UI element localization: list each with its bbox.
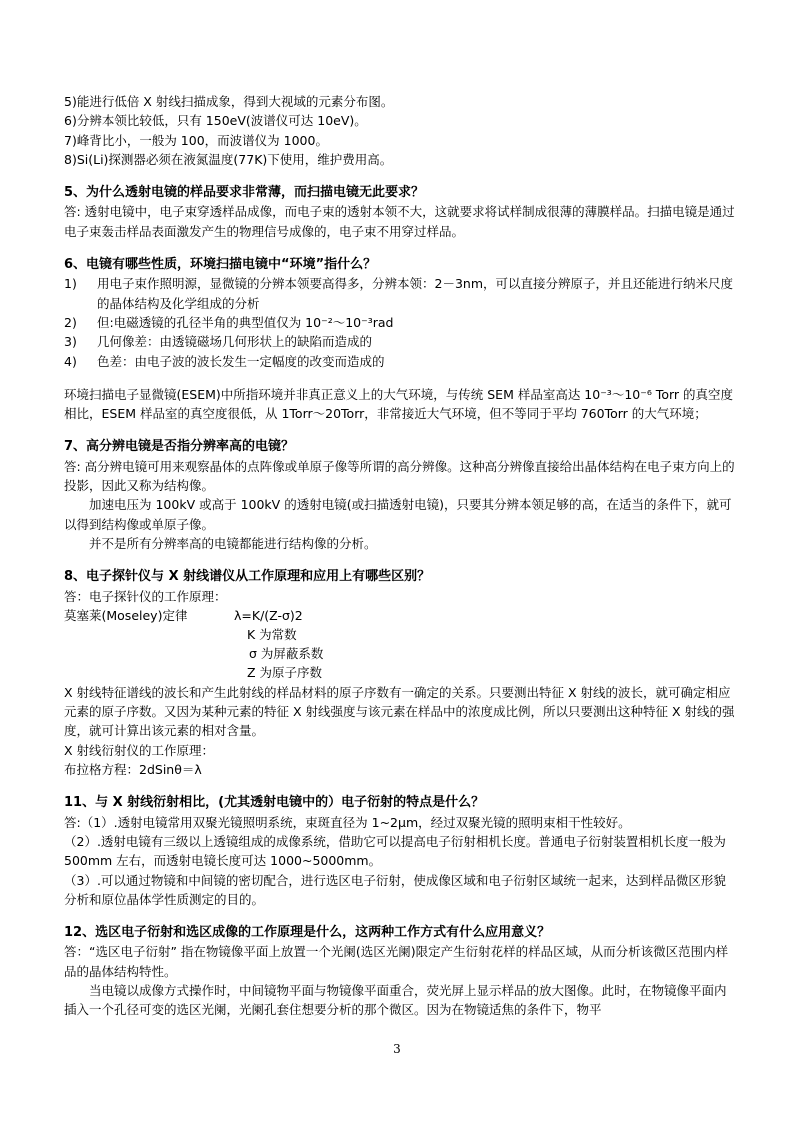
list-number: 4) xyxy=(64,353,77,369)
list-item xyxy=(64,332,738,351)
question-12-answer-2: 当电镜以成像方式操作时，中间镜物平面与物镜像平面重合，荧光屏上显示样品的放大图像。此时，在物镜像平面内插入一个孔径可变的选区光阑，光阑孔套住想要分析的那个微区。因为在物镜适焦的条件下，物平 xyxy=(64,982,727,1018)
question-7-paragraph-2: 加速电压为 100kV 或高于 100kV 的透射电镜(或扫描透射电镜)，只要其分辨本领足够的高，在适当的条件下，就可以得到结构像或单原子像。 xyxy=(64,497,732,532)
esem-paragraph: 环境扫描电子显微镜(ESEM)中所指环境并非真正意义上的大气环境，与传统 SEM 样品室高达 10⁻³～10⁻⁶ Torr 的真空度相比，ESEM 样品室的真空度很低，从 1Torr～20Torr，非常接近大气环境，但不等同于平均 760Torr 的大气环境； xyxy=(64,386,734,422)
bragg-equation: 布拉格方程：2dSinθ＝λ xyxy=(64,762,202,778)
question-5-title: 5、为什么透射电镜的样品要求非常薄，而扫描电镜无此要求？ xyxy=(64,185,425,201)
list-text: 但:电磁透镜的孔径半角的典型值仅为 10⁻²～10⁻³rad xyxy=(97,314,394,330)
question-11-answer-1: 答:（1）.透射电镜常用双聚光镜照明系统，束斑直径为 1~2μm，经过双聚光镜的照明束相干性较好。 xyxy=(64,814,631,830)
list-item xyxy=(64,352,738,371)
question-11-answer-3: （3）.可以通过物镜和中间镜的密切配合，进行选区电子衍射，使成像区域和电子衍射区域统一起来，达到样品微区形貌分析和原位晶体学性质测定的目的。 xyxy=(64,872,726,907)
question-8-title: 8、电子探针仪与 X 射线谱仪从工作原理和应用上有哪些区别？ xyxy=(64,569,431,585)
moseley-formula-block xyxy=(64,606,738,683)
list-number: 3) xyxy=(64,334,77,350)
epma-description: X 射线特征谱线的波长和产生此射线的样品材料的原子序数有一确定的关系。只要测出特征 X 射线的波长，就可确定相应元素的原子序数。又因为某种元素的特征 X 射线强度与该元素在样品中的浓度成比例，所以只要测出这种特征 X 射线的强度，就可计算出该元素的相对含量。 xyxy=(64,684,735,739)
question-6-title: 6、电镜有哪些性质，环境扫描电镜中“环境”指什么？ xyxy=(64,257,377,273)
list-item xyxy=(64,274,738,313)
list-text: 色差：由电子波的波长发生一定幅度的改变而造成的 xyxy=(97,353,385,369)
epma-principle-label: 答：电子探针仪的工作原理： xyxy=(64,588,227,604)
list-number: 1) xyxy=(64,276,77,292)
list-text: 几何像差：由透镜磁场几何形状上的缺陷而造成的 xyxy=(97,334,373,350)
page-number: 3 xyxy=(393,1042,401,1056)
intro-line-7: 7)峰背比小，一般为 100，而波谱仪为 1000。 xyxy=(64,132,328,148)
list-item xyxy=(64,313,738,332)
question-12-title: 12、选区电子衍射和选区成像的工作原理是什么，这两种工作方式有什么应用意义？ xyxy=(64,925,551,941)
moseley-law-label: 莫塞莱(Moseley)定律 xyxy=(64,607,188,623)
question-5-answer: 答: 透射电镜中，电子束穿透样品成像，而电子束的透射本领不大，这就要求将试样制成很薄的薄膜样品。扫描电镜是通过电子束轰击样品表面激发产生的物理信号成像的，电子束不用穿过样品。 xyxy=(64,204,735,239)
question-7-title: 7、高分辨电镜是否指分辨率高的电镜？ xyxy=(64,439,295,455)
list-number: 2) xyxy=(64,314,77,330)
formula-sigma-definition: σ 为屏蔽系数 xyxy=(249,645,324,661)
question-11-answer-2: （2）.透射电镜有三级以上透镜组成的成像系统，借助它可以提高电子衍射相机长度。普通电子衍射装置相机长度一般为 500mm 左右，而透射电镜长度可达 1000~5000mm。 xyxy=(64,833,726,869)
question-7-answer: 答: 高分辨电镜可用来观察晶体的点阵像或单原子像等所谓的高分辨像。这种高分辨像直接给出晶体结构在电子束方向上的投影，因此又称为结构像。 xyxy=(64,458,735,494)
intro-line-8: 8)Si(Li)探测器必须在液氮温度(77K)下使用，维护费用高。 xyxy=(64,151,393,167)
xrd-principle-label: X 射线衍射仪的工作原理： xyxy=(64,742,215,758)
moseley-formula: λ=K/(Z-σ)2 xyxy=(234,607,303,623)
question-12-answer-1: 答：“选区电子衍射” 指在物镜像平面上放置一个光阑(选区光阑)限定产生衍射花样的样品区域，从而分析该微区范围内样品的晶体结构特性。 xyxy=(64,944,729,979)
intro-line-5: 5)能进行低倍 X 射线扫描成象，得到大视域的元素分布图。 xyxy=(64,94,394,109)
question-11-title: 11、与 X 射线衍射相比，(尤其透射电镜中的）电子衍射的特点是什么？ xyxy=(64,795,485,811)
document-body xyxy=(64,92,738,1020)
list-text: 用电子束作照明源，显微镜的分辨本领要高得多，分辨本领：2－3nm，可以直接分辨原子，并且还能进行纳米尺度的晶体结构及化学组成的分析 xyxy=(97,276,734,311)
formula-z-definition: Z 为原子序数 xyxy=(247,664,323,680)
question-7-paragraph-3: 并不是所有分辨率高的电镜都能进行结构像的分析。 xyxy=(89,535,377,551)
formula-k-definition: K 为常数 xyxy=(247,626,297,642)
intro-line-6: 6)分辨本领比较低，只有 150eV(波谱仪可达 10eV)。 xyxy=(64,113,367,129)
